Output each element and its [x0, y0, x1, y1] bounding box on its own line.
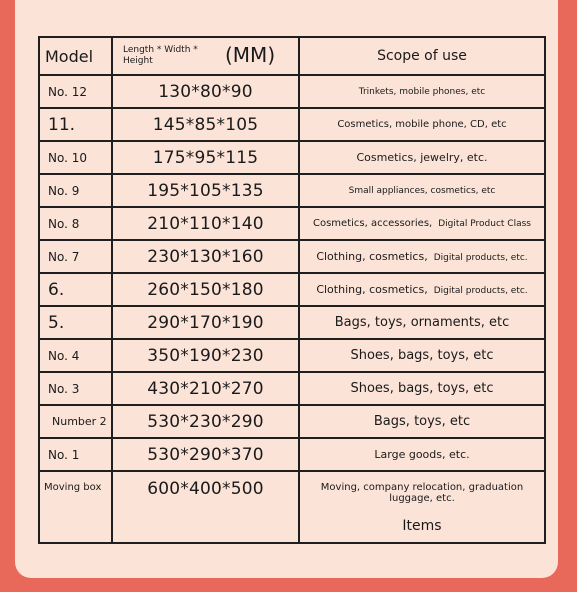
row-model: No. 4: [39, 339, 112, 372]
row-dims: 600*400*500: [112, 471, 299, 543]
row-model: No. 10: [39, 141, 112, 174]
table-row: [39, 273, 545, 306]
table-row: [39, 75, 545, 108]
row-model: 11.: [39, 108, 112, 141]
header-dimensions-label: Length * Width * Height: [123, 45, 198, 66]
row-scope: Cosmetics, mobile phone, CD, etc: [299, 108, 545, 141]
table-row: [39, 405, 545, 438]
row-dims: 145*85*105: [112, 108, 299, 141]
header-model: Model: [39, 37, 112, 75]
table-row: [39, 240, 545, 273]
row-scope-extra: Digital products, etc.: [433, 286, 528, 296]
row-dims: 430*210*270: [112, 372, 299, 405]
table-row: [39, 372, 545, 405]
table-header-row: [39, 37, 545, 75]
row-model: No. 7: [39, 240, 112, 273]
table-row: [39, 108, 545, 141]
row-scope-extra: Digital Product Class: [438, 219, 531, 229]
row-model: Moving box: [39, 471, 112, 543]
row-dims: 350*190*230: [112, 339, 299, 372]
row-scope: Large goods, etc.: [299, 438, 545, 471]
row-scope: [299, 240, 545, 273]
row-dims: 195*105*135: [112, 174, 299, 207]
row-scope: [299, 471, 545, 543]
row-model: 6.: [39, 273, 112, 306]
table-row: [39, 306, 545, 339]
row-dims: 260*150*180: [112, 273, 299, 306]
row-scope: [299, 207, 545, 240]
row-model: No. 8: [39, 207, 112, 240]
size-spec-table: [38, 36, 546, 544]
row-scope: Shoes, bags, toys, etc: [299, 339, 545, 372]
row-scope: Shoes, bags, toys, etc: [299, 372, 545, 405]
row-model: No. 9: [39, 174, 112, 207]
table-row-moving-box: [39, 471, 545, 543]
row-scope: Small appliances, cosmetics, etc: [299, 174, 545, 207]
table-row: [39, 141, 545, 174]
row-scope-line2: Items: [402, 518, 442, 534]
table-row: [39, 174, 545, 207]
row-dims: 130*80*90: [112, 75, 299, 108]
row-scope-line1: Moving, company relocation, graduation luggage, etc.: [320, 482, 524, 504]
header-dimensions: [112, 37, 299, 75]
row-model: No. 12: [39, 75, 112, 108]
row-dims: 175*95*115: [112, 141, 299, 174]
row-model: 5.: [39, 306, 112, 339]
row-scope: Bags, toys, ornaments, etc: [299, 306, 545, 339]
row-dims: 230*130*160: [112, 240, 299, 273]
table-row: [39, 339, 545, 372]
row-scope: Cosmetics, jewelry, etc.: [299, 141, 545, 174]
header-scope: Scope of use: [299, 37, 545, 75]
row-dims: 530*230*290: [112, 405, 299, 438]
row-scope-text: Clothing, cosmetics,: [316, 250, 428, 263]
row-model: Number 2: [39, 405, 112, 438]
table-row: [39, 207, 545, 240]
row-scope: Bags, toys, etc: [299, 405, 545, 438]
row-scope: [299, 273, 545, 306]
row-scope-text: Cosmetics, accessories,: [313, 218, 433, 229]
header-unit: (MM): [225, 43, 276, 67]
row-scope: Trinkets, mobile phones, etc: [299, 75, 545, 108]
row-dims: 530*290*370: [112, 438, 299, 471]
row-model: No. 3: [39, 372, 112, 405]
table-row: [39, 438, 545, 471]
row-dims: 210*110*140: [112, 207, 299, 240]
row-scope-text: Clothing, cosmetics,: [316, 283, 428, 296]
row-model: No. 1: [39, 438, 112, 471]
row-scope-extra: Digital products, etc.: [433, 253, 528, 263]
row-dims: 290*170*190: [112, 306, 299, 339]
